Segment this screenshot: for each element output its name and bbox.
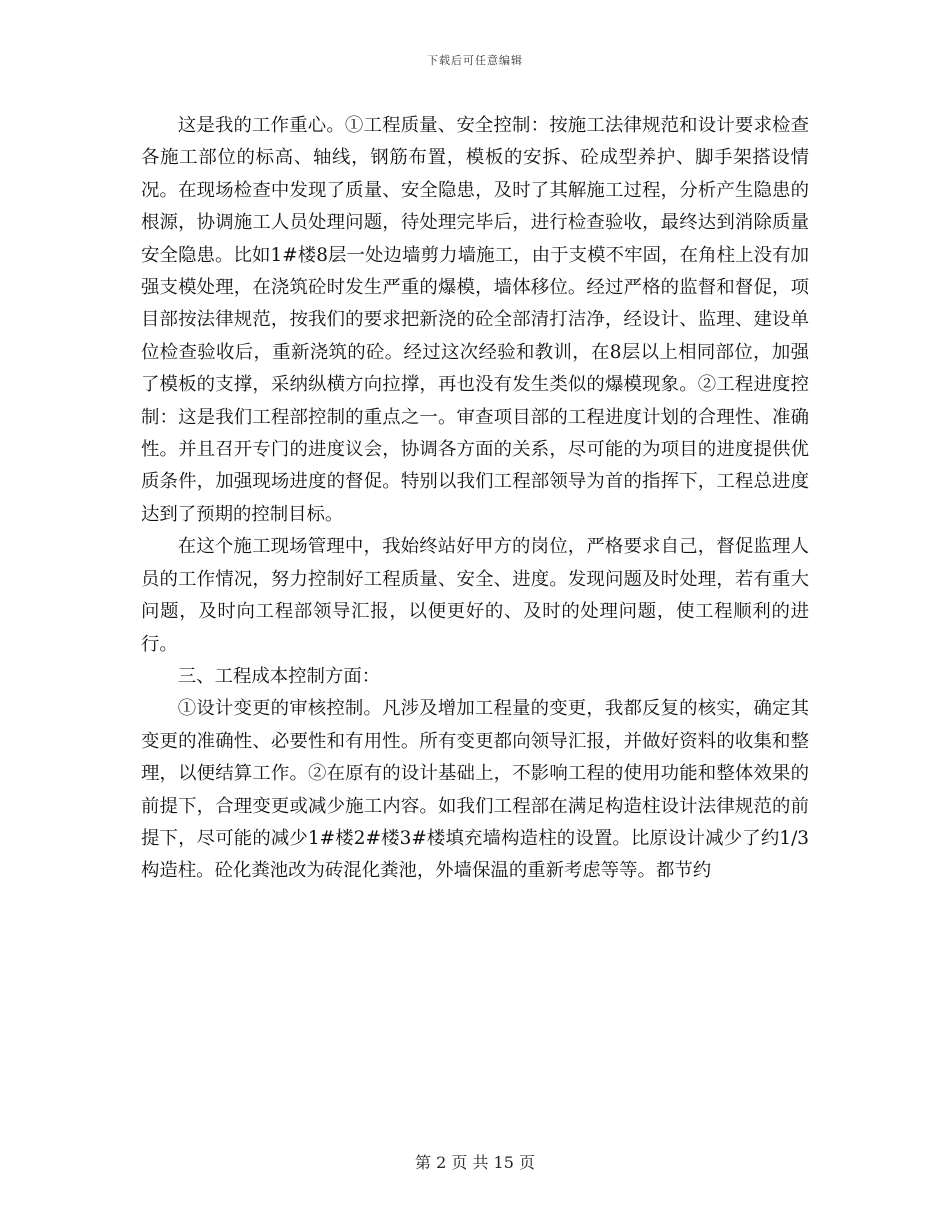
document-body: [141, 110, 809, 888]
paragraph-design-change: ①设计变更的审核控制。凡涉及增加工程量的变更，我都反复的核实，确定其变更的准确性、必要性和有用性。所有变更都向领导汇报，并做好资料的收集和整理，以便结算工作。②在原有的设计基础上，不影响工程的使用功能和整体效果的前提下，合理变更或减少施工内容。如我们工程部在满足构造柱设计法律规范的前提下，尽可能的减少1#楼2#楼3#楼填充墙构造柱的设置。比原设计减少了约1/3构造柱。砼化粪池改为砖混化粪池，外墙保温的重新考虑等等。都节约: [141, 698, 809, 882]
section-heading-cost-control: 三、工程成本控制方面：: [177, 665, 381, 687]
paragraph-site-management: 在这个施工现场管理中，我始终站好甲方的岗位，严格要求自己，督促监理人员的工作情况，努力控制好工程质量、安全、进度。发现问题及时处理，若有重大问题，及时向工程部领导汇报，以便更好的、及时的处理问题，使工程顺利的进行。: [141, 536, 809, 655]
page-header: 下载后可任意编辑: [427, 54, 523, 67]
paragraph-quality-progress: 这是我的工作重心。①工程质量、安全控制：按施工法律规范和设计要求检查各施工部位的标高、轴线，钢筋布置，模板的安拆、砼成型养护、脚手架搭设情况。在现场检查中发现了质量、安全隐患，及时了其解施工过程，分析产生隐患的根源，协调施工人员处理问题，待处理完毕后，进行检查验收，最终达到消除质量安全隐患。比如1#楼8层一处边墙剪力墙施工，由于支模不牢固，在角柱上没有加强支模处理，在浇筑砼时发生严重的爆模，墙体移位。经过严格的监督和督促，项目部按法律规范，按我们的要求把新浇的砼全部清打洁净，经设计、监理、建设单位检查验收后，重新浇筑的砼。经过这次经验和教训，在8层以上相同部位，加强了模板的支撑，采纳纵横方向拉撑，再也没有发生类似的爆模现象。②工程进度控制：这是我们工程部控制的重点之一。审查项目部的工程进度计划的合理性、准确性。并且召开专门的进度议会，协调各方面的关系，尽可能的为项目的进度提供优质条件，加强现场进度的督促。特别以我们工程部领导为首的指挥下，工程总进度达到了预期的控制目标。: [141, 115, 809, 525]
page-number: 第 2 页 共 15 页: [415, 1153, 535, 1172]
